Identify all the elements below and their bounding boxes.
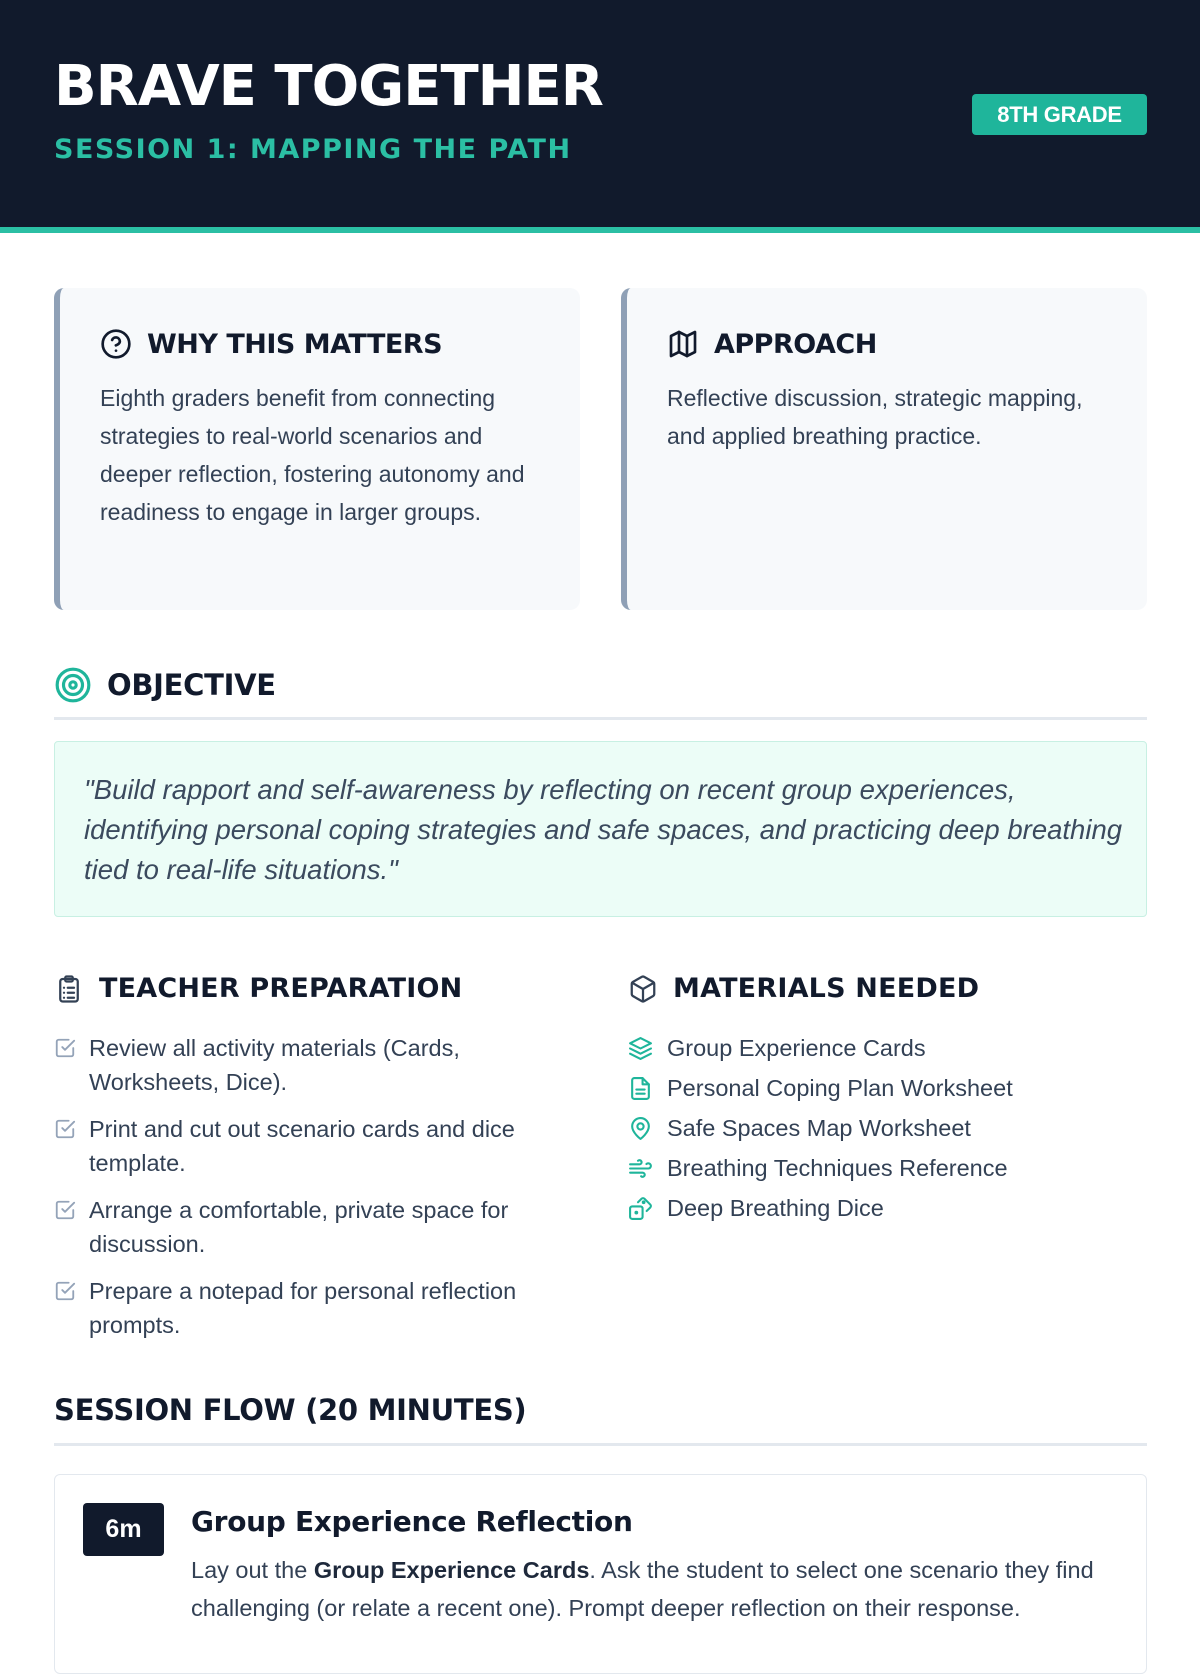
why-this-matters-card [54, 288, 580, 610]
objective-divider [54, 717, 1147, 720]
document-icon [628, 1076, 653, 1101]
step-duration-badge: 6m [83, 1503, 164, 1556]
prep-item [54, 1112, 564, 1180]
prep-item-text: Review all activity materials (Cards, Worksheets, Dice). [89, 1035, 460, 1095]
material-item [628, 1111, 1147, 1145]
grade-badge: 8TH GRADE [972, 94, 1147, 135]
teacher-preparation-list [54, 1031, 564, 1355]
checkbox-icon [54, 1118, 76, 1140]
why-card-header [100, 328, 442, 360]
map-icon [667, 328, 699, 360]
approach-card-header [667, 328, 877, 360]
step-description-rest: . Ask the student to select one scenario they find challenging (or relate a recent one). Prompt deeper reflection on their response. [191, 1557, 1094, 1621]
material-item-label: Safe Spaces Map Worksheet [667, 1114, 971, 1141]
teacher-preparation-title: TEACHER PREPARATION [99, 973, 463, 1004]
materials-needed-title: MATERIALS NEEDED [673, 973, 980, 1004]
why-card-title: WHY THIS MATTERS [147, 328, 443, 360]
wind-icon [628, 1156, 653, 1181]
objective-quote: "Build rapport and self-awareness by reflecting on recent group experiences, identifying personal coping strategies and safe spaces, and practicing deep breathing tied to real-life situations." [84, 774, 1123, 885]
prep-item-text: Prepare a notepad for personal reflection prompts. [89, 1278, 517, 1338]
material-item-label: Group Experience Cards [667, 1034, 926, 1061]
material-item-label: Personal Coping Plan Worksheet [667, 1074, 1013, 1101]
material-item-label: Deep Breathing Dice [667, 1194, 884, 1221]
teacher-preparation-header [54, 973, 462, 1004]
materials-needed-header [628, 973, 979, 1004]
material-item [628, 1151, 1147, 1185]
approach-card-body: Reflective discussion, strategic mapping, and applied breathing practice. [667, 385, 1083, 449]
checkbox-icon [54, 1199, 76, 1221]
materials-list [628, 1031, 1147, 1231]
material-item-label: Breathing Techniques Reference [667, 1154, 1008, 1181]
target-icon [54, 666, 92, 704]
page-header [0, 0, 1200, 233]
approach-card-title: APPROACH [714, 328, 877, 360]
step-description-emphasis: Group Experience Cards [313, 1557, 590, 1583]
layers-icon [628, 1036, 653, 1061]
prep-item-text: Print and cut out scenario cards and dice template. [89, 1116, 515, 1176]
material-item [628, 1071, 1147, 1105]
session-step-card [54, 1474, 1147, 1674]
approach-card [621, 288, 1147, 610]
step-title: Group Experience Reflection [191, 1505, 633, 1538]
session-subtitle: SESSION 1: MAPPING THE PATH [54, 134, 572, 165]
session-flow-title: SESSION FLOW (20 MINUTES) [54, 1393, 527, 1427]
session-flow-divider [54, 1443, 1147, 1446]
checkbox-icon [54, 1280, 76, 1302]
checkbox-icon [54, 1037, 76, 1059]
question-circle-icon [100, 328, 132, 360]
why-card-body: Eighth graders benefit from connecting strategies to real-world scenarios and deeper reflection, fostering autonomy and readiness to engage in larger groups. [100, 385, 525, 525]
clipboard-list-icon [54, 974, 84, 1004]
page-title: BRAVE TOGETHER [54, 54, 603, 119]
prep-item-text: Arrange a comfortable, private space for discussion. [89, 1197, 509, 1257]
prep-item [54, 1031, 564, 1099]
objective-header [54, 666, 1147, 704]
prep-item [54, 1193, 564, 1261]
material-item [628, 1031, 1147, 1065]
objective-title: OBJECTIVE [107, 668, 276, 702]
box-icon [628, 974, 658, 1004]
map-pin-icon [628, 1116, 653, 1141]
step-description-lead: Lay out the [191, 1557, 314, 1583]
material-item [628, 1191, 1147, 1225]
step-description [191, 1551, 1111, 1627]
objective-quote-box [54, 741, 1147, 917]
prep-item [54, 1274, 564, 1342]
dice-icon [628, 1196, 653, 1221]
